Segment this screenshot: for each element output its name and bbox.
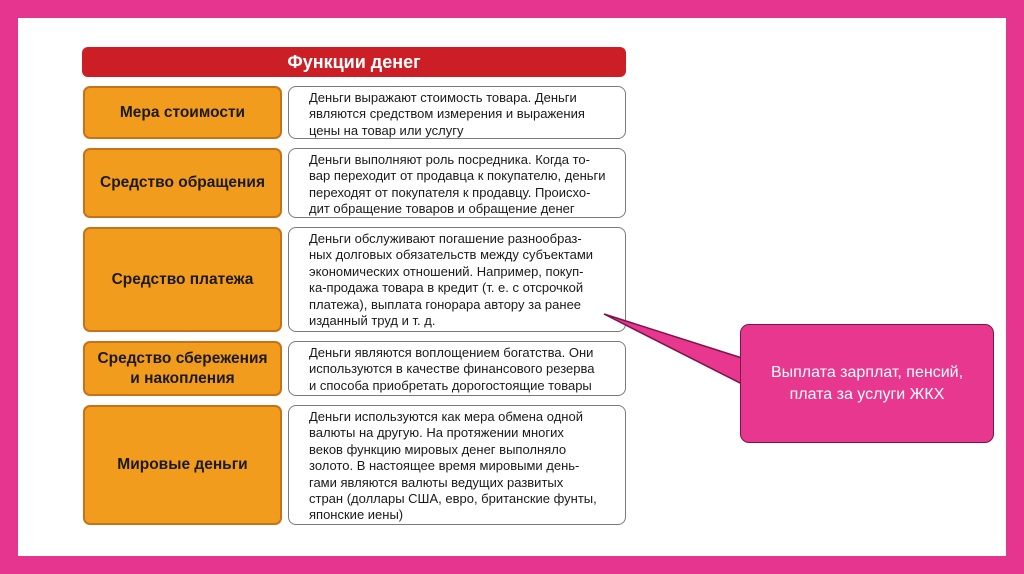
function-name-store-of-value: Средство сбережения и накопления bbox=[83, 341, 282, 396]
callout-pointer-triangle bbox=[604, 314, 742, 384]
diagram-title: Функции денег bbox=[82, 47, 626, 77]
function-name-means-of-payment: Средство платежа bbox=[83, 227, 282, 332]
function-name-measure-of-value: Мера стоимости bbox=[83, 86, 282, 139]
function-desc-means-of-payment: Деньги обслуживают погашение разнообраз- ных долговых обязательств между субъектами экономических отношений. Например, покуп- ка-продажа товара в кредит (т. е. с отсрочкой платежа), выплата гонорара автору за ранее изданный труд и т. д. bbox=[288, 227, 626, 332]
callout-box: Выплата зарплат, пенсий, плата за услуги ЖКХ bbox=[740, 324, 994, 443]
function-desc-medium-of-exchange: Деньги выполняют роль посредника. Когда то- вар переходит от продавца к покупателю, деньги переходят от покупателя к продавцу. Происхо- дит обращение товаров и обращение денег bbox=[288, 148, 626, 218]
function-desc-world-money: Деньги используются как мера обмена одной валюты на другую. На протяжении многих веков функцию мировых денег выполняло золото. В настоящее время мировыми день- гами являются валюты ведущих развитых стран (доллары США, евро, британские фунты, японские иены) bbox=[288, 405, 626, 525]
function-desc-measure-of-value: Деньги выражают стоимость товара. Деньги являются средством измерения и выражения цены на товар или услугу bbox=[288, 86, 626, 139]
function-name-world-money: Мировые деньги bbox=[83, 405, 282, 525]
function-desc-store-of-value: Деньги являются воплощением богатства. Они используются в качестве финансового резерва и способа приобретать дорогостоящие товары bbox=[288, 341, 626, 396]
function-name-medium-of-exchange: Средство обращения bbox=[83, 148, 282, 218]
